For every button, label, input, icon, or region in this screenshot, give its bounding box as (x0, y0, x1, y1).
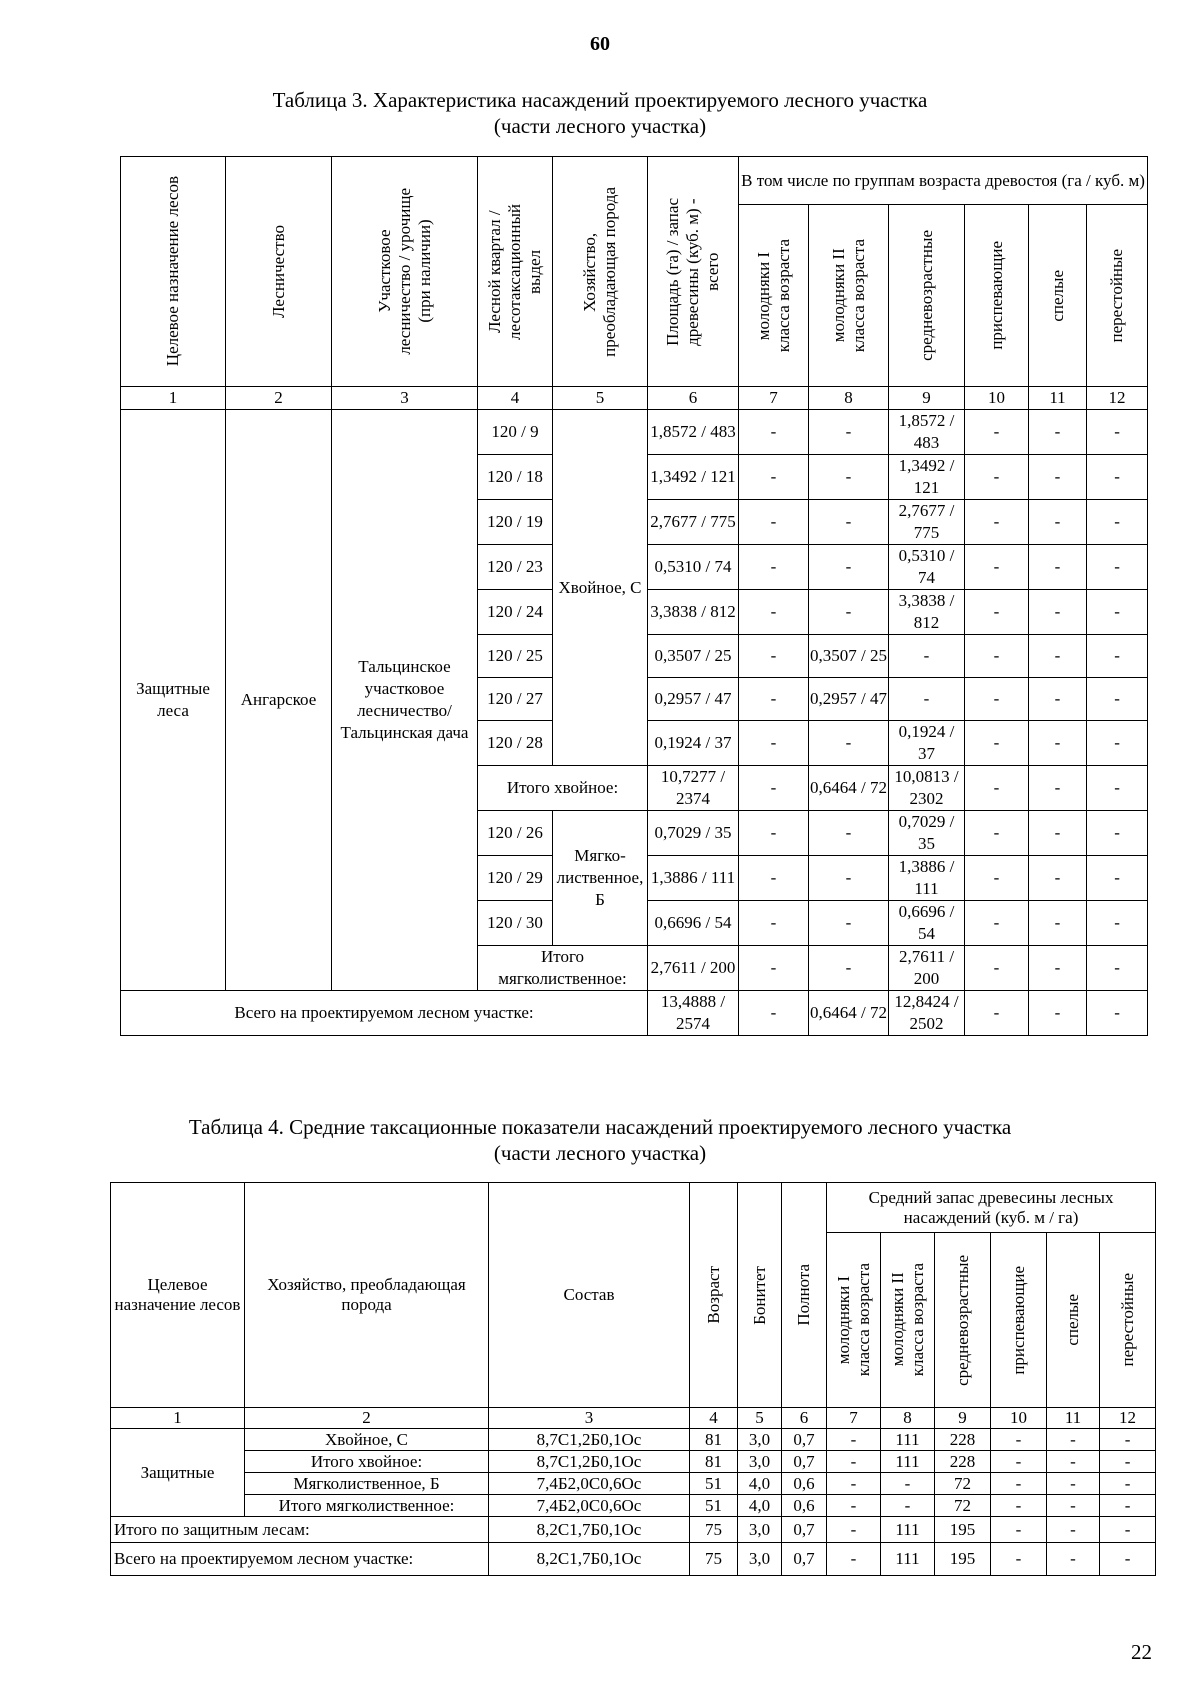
t3-mature-cell: - (1029, 590, 1087, 635)
t3-premature-cell: - (965, 590, 1029, 635)
t3-area-cell: 2,7611 / 200 (648, 946, 739, 991)
t3-area-cell: 0,7029 / 35 (648, 811, 739, 856)
t4-col-numbers (111, 1408, 1156, 1429)
t3-col-number: 11 (1029, 387, 1087, 410)
table4-caption (0, 1114, 1200, 1166)
t3-premature-cell: - (965, 856, 1029, 901)
t3-young1-cell: - (739, 500, 809, 545)
t4-young1-cell: - (827, 1495, 881, 1517)
t3-young1-cell: - (739, 410, 809, 455)
t3-overmature-cell: - (1087, 635, 1148, 678)
t3-col-numbers (121, 387, 1148, 410)
t4-young1-cell: - (827, 1517, 881, 1543)
t3-col-number: 1 (121, 387, 226, 410)
t3-quarter-cell: 120 / 28 (478, 721, 553, 766)
t4-header-bonitet: Бонитет (738, 1183, 782, 1408)
t3-quarter-cell: 120 / 27 (478, 678, 553, 721)
t4-mature-cell: - (1047, 1429, 1100, 1451)
t4-age-cell: 81 (690, 1451, 738, 1473)
t4-young2-cell: 111 (881, 1543, 935, 1576)
t3-header-farm: Хозяйство, преобладающая порода (553, 157, 648, 387)
t4-overmature-cell: - (1100, 1473, 1156, 1495)
t3-middle-cell: 3,3838 / 812 (889, 590, 965, 635)
t3-middle-cell: 12,8424 / 2502 (889, 991, 965, 1036)
t3-forestry-cell: Ангарское (226, 410, 332, 991)
t4-fullness-cell: 0,6 (782, 1495, 827, 1517)
t4-sostav-cell: 8,2С1,7Б0,1Ос (489, 1517, 690, 1543)
t4-fullness-cell: 0,7 (782, 1451, 827, 1473)
t3-quarter-cell: 120 / 19 (478, 500, 553, 545)
t4-bonitet-cell: 3,0 (738, 1429, 782, 1451)
t3-middle-cell: 0,7029 / 35 (889, 811, 965, 856)
t3-mature-cell: - (1029, 811, 1087, 856)
t4-fullness-cell: 0,7 (782, 1543, 827, 1576)
t3-young2-cell: 0,6464 / 72 (809, 991, 889, 1036)
t4-overmature-cell: - (1100, 1429, 1156, 1451)
t4-overmature-cell: - (1100, 1543, 1156, 1576)
t3-young2-cell: 0,3507 / 25 (809, 635, 889, 678)
t3-area-cell: 3,3838 / 812 (648, 590, 739, 635)
t4-col-number: 10 (991, 1408, 1047, 1429)
t3-young2-cell: - (809, 455, 889, 500)
t3-area-cell: 0,6696 / 54 (648, 901, 739, 946)
t4-sostav-cell: 8,7С1,2Б0,1Ос (489, 1429, 690, 1451)
t3-premature-cell: - (965, 410, 1029, 455)
t3-young2-cell: 0,2957 / 47 (809, 678, 889, 721)
t4-young1-cell: - (827, 1543, 881, 1576)
t4-header-premature: приспевающие (991, 1233, 1047, 1408)
t3-col-number: 4 (478, 387, 553, 410)
t4-col-number: 2 (245, 1408, 489, 1429)
t3-col-number: 5 (553, 387, 648, 410)
t3-young2-cell: - (809, 901, 889, 946)
t3-quarter-cell: 120 / 30 (478, 901, 553, 946)
t4-protective-total-label: Итого по защитным лесам: (111, 1517, 489, 1543)
t4-header-sostav: Состав (489, 1183, 690, 1408)
t3-young1-cell: - (739, 856, 809, 901)
t3-young2-cell: - (809, 590, 889, 635)
t3-mature-cell: - (1029, 766, 1087, 811)
t3-soft-total-label: Итого мягколиственное: (478, 946, 648, 991)
t4-header-young2: молодняки II класса возраста (881, 1233, 935, 1408)
t3-header-middle: средневозрастные (889, 205, 965, 387)
t3-young2-cell: - (809, 500, 889, 545)
t3-col-number: 6 (648, 387, 739, 410)
t4-col-number: 3 (489, 1408, 690, 1429)
t4-bonitet-cell: 3,0 (738, 1451, 782, 1473)
t3-middle-cell: 2,7677 / 775 (889, 500, 965, 545)
t3-header-young2: молодняки II класса возраста (809, 205, 889, 387)
t3-header-mature: спелые (1029, 205, 1087, 387)
t3-overmature-cell: - (1087, 410, 1148, 455)
t4-col-number: 1 (111, 1408, 245, 1429)
t3-col-number: 10 (965, 387, 1029, 410)
t4-farm-cell: Итого мягколиственное: (245, 1495, 489, 1517)
t3-header-purpose: Целевое назначение лесов (121, 157, 226, 387)
t3-col-number: 7 (739, 387, 809, 410)
t3-area-cell: 1,8572 / 483 (648, 410, 739, 455)
t4-header-fullness: Полнота (782, 1183, 827, 1408)
t4-young2-cell: 111 (881, 1517, 935, 1543)
t4-premature-cell: - (991, 1429, 1047, 1451)
t3-soft-farm-cell: Мягко-лиственное, Б (553, 811, 648, 946)
t4-col-number: 8 (881, 1408, 935, 1429)
t3-header-group: В том числе по группам возраста древостоя (га / куб. м) (739, 157, 1148, 205)
t3-young1-cell: - (739, 590, 809, 635)
t4-col-number: 5 (738, 1408, 782, 1429)
t4-bonitet-cell: 3,0 (738, 1543, 782, 1576)
t3-col-number: 3 (332, 387, 478, 410)
t3-overmature-cell: - (1087, 766, 1148, 811)
t4-overmature-cell: - (1100, 1517, 1156, 1543)
t3-mature-cell: - (1029, 856, 1087, 901)
t3-premature-cell: - (965, 946, 1029, 991)
table3-caption-line2: (части лесного участка) (493, 114, 707, 138)
t3-quarter-cell: 120 / 25 (478, 635, 553, 678)
t3-young2-cell: - (809, 545, 889, 590)
t4-grand-total-label: Всего на проектируемом лесном участке: (111, 1543, 489, 1576)
t4-header-purpose: Целевое назначение лесов (111, 1183, 245, 1408)
t3-header-quarter: Лесной квартал / лесотаксационный выдел (478, 157, 553, 387)
t4-col-number: 7 (827, 1408, 881, 1429)
t3-overmature-cell: - (1087, 500, 1148, 545)
t4-premature-cell: - (991, 1517, 1047, 1543)
t3-area-cell: 0,3507 / 25 (648, 635, 739, 678)
t3-young1-cell: - (739, 766, 809, 811)
t3-young2-cell: - (809, 721, 889, 766)
table3 (120, 156, 1148, 1036)
t4-row (111, 1473, 1156, 1495)
t4-row (111, 1495, 1156, 1517)
t4-overmature-cell: - (1100, 1495, 1156, 1517)
t4-middle-cell: 228 (935, 1451, 991, 1473)
t4-middle-cell: 195 (935, 1543, 991, 1576)
t4-bonitet-cell: 3,0 (738, 1517, 782, 1543)
t4-farm-cell: Итого хвойное: (245, 1451, 489, 1473)
t4-sostav-cell: 8,2С1,7Б0,1Ос (489, 1543, 690, 1576)
t3-middle-cell: 0,6696 / 54 (889, 901, 965, 946)
table4 (110, 1182, 1156, 1576)
t3-overmature-cell: - (1087, 946, 1148, 991)
t4-fullness-cell: 0,6 (782, 1473, 827, 1495)
t3-header-young1: молодняки I класса возраста (739, 205, 809, 387)
t3-area-cell: 10,7277 / 2374 (648, 766, 739, 811)
t4-middle-cell: 72 (935, 1473, 991, 1495)
table4-caption-line1: Таблица 4. Средние таксационные показатели насаждений проектируемого лесного участка (188, 1115, 1012, 1139)
t4-col-number: 12 (1100, 1408, 1156, 1429)
t3-overmature-cell: - (1087, 590, 1148, 635)
t4-young2-cell: - (881, 1473, 935, 1495)
t4-mature-cell: - (1047, 1543, 1100, 1576)
t3-area-cell: 2,7677 / 775 (648, 500, 739, 545)
t3-quarter-cell: 120 / 23 (478, 545, 553, 590)
t4-bonitet-cell: 4,0 (738, 1473, 782, 1495)
t3-middle-cell: 0,5310 / 74 (889, 545, 965, 590)
t3-area-cell: 0,2957 / 47 (648, 678, 739, 721)
page-bottom-number: 22 (1131, 1640, 1152, 1664)
t3-young1-cell: - (739, 678, 809, 721)
t3-quarter-cell: 120 / 9 (478, 410, 553, 455)
t3-premature-cell: - (965, 500, 1029, 545)
t4-row (111, 1451, 1156, 1473)
t3-quarter-cell: 120 / 29 (478, 856, 553, 901)
t4-sostav-cell: 8,7С1,2Б0,1Ос (489, 1451, 690, 1473)
t3-middle-cell: 1,8572 / 483 (889, 410, 965, 455)
t3-overmature-cell: - (1087, 721, 1148, 766)
t3-district-cell: Тальцинское участковое лесничество/ Тальцинская дача (332, 410, 478, 991)
t3-middle-cell: - (889, 635, 965, 678)
t3-overmature-cell: - (1087, 811, 1148, 856)
t3-young1-cell: - (739, 991, 809, 1036)
t3-young2-cell: 0,6464 / 72 (809, 766, 889, 811)
t3-col-number: 8 (809, 387, 889, 410)
t3-conifer-row (121, 410, 1148, 455)
t3-mature-cell: - (1029, 991, 1087, 1036)
t3-mature-cell: - (1029, 500, 1087, 545)
t4-fullness-cell: 0,7 (782, 1429, 827, 1451)
t3-young2-cell: - (809, 811, 889, 856)
t4-mature-cell: - (1047, 1517, 1100, 1543)
t3-young1-cell: - (739, 721, 809, 766)
t4-header-group: Средний запас древесины лесных насаждений (куб. м / га) (827, 1183, 1156, 1233)
t3-header-area: Площадь (га) / запас древесины (куб. м) - всего (648, 157, 739, 387)
t3-mature-cell: - (1029, 635, 1087, 678)
t3-premature-cell: - (965, 678, 1029, 721)
t4-young1-cell: - (827, 1451, 881, 1473)
t4-farm-cell: Хвойное, С (245, 1429, 489, 1451)
t3-mature-cell: - (1029, 901, 1087, 946)
t4-age-cell: 51 (690, 1473, 738, 1495)
t3-premature-cell: - (965, 545, 1029, 590)
t3-area-cell: 13,4888 / 2574 (648, 991, 739, 1036)
t3-conifer-farm-cell: Хвойное, С (553, 410, 648, 766)
t3-area-cell: 1,3886 / 111 (648, 856, 739, 901)
t3-young2-cell: - (809, 946, 889, 991)
t4-col-number: 4 (690, 1408, 738, 1429)
t4-mature-cell: - (1047, 1451, 1100, 1473)
t4-young2-cell: - (881, 1495, 935, 1517)
t3-overmature-cell: - (1087, 991, 1148, 1036)
t4-bonitet-cell: 4,0 (738, 1495, 782, 1517)
table3-caption-line1: Таблица 3. Характеристика насаждений проектируемого лесного участка (272, 88, 928, 112)
t4-col-number: 6 (782, 1408, 827, 1429)
t3-premature-cell: - (965, 991, 1029, 1036)
t4-middle-cell: 195 (935, 1517, 991, 1543)
t4-overmature-cell: - (1100, 1451, 1156, 1473)
t3-mature-cell: - (1029, 410, 1087, 455)
t4-col-number: 11 (1047, 1408, 1100, 1429)
t4-grand-total-row (111, 1543, 1156, 1576)
t3-premature-cell: - (965, 455, 1029, 500)
t3-young1-cell: - (739, 946, 809, 991)
t4-age-cell: 75 (690, 1517, 738, 1543)
t3-mature-cell: - (1029, 678, 1087, 721)
t4-sostav-cell: 7,4Б2,0С0,6Ос (489, 1473, 690, 1495)
t3-middle-cell: 2,7611 / 200 (889, 946, 965, 991)
t3-young2-cell: - (809, 410, 889, 455)
t3-mature-cell: - (1029, 946, 1087, 991)
t3-grand-total-row (121, 991, 1148, 1036)
t4-protective-total-row (111, 1517, 1156, 1543)
t4-col-number: 9 (935, 1408, 991, 1429)
t3-mature-cell: - (1029, 721, 1087, 766)
t3-middle-cell: 10,0813 / 2302 (889, 766, 965, 811)
t4-header-middle: средневозрастные (935, 1233, 991, 1408)
t3-young1-cell: - (739, 545, 809, 590)
t4-young1-cell: - (827, 1429, 881, 1451)
t3-middle-cell: 0,1924 / 37 (889, 721, 965, 766)
t4-purpose-cell: Защитные (111, 1429, 245, 1517)
t3-premature-cell: - (965, 766, 1029, 811)
t4-age-cell: 51 (690, 1495, 738, 1517)
t3-quarter-cell: 120 / 18 (478, 455, 553, 500)
t3-col-number: 12 (1087, 387, 1148, 410)
t4-young2-cell: 111 (881, 1429, 935, 1451)
t3-young1-cell: - (739, 811, 809, 856)
t3-conifer-total-label: Итого хвойное: (478, 766, 648, 811)
t4-mature-cell: - (1047, 1473, 1100, 1495)
t3-young1-cell: - (739, 901, 809, 946)
t3-purpose-cell: Защитные леса (121, 410, 226, 991)
t4-row (111, 1429, 1156, 1451)
t3-col-number: 2 (226, 387, 332, 410)
t3-middle-cell: 1,3886 / 111 (889, 856, 965, 901)
t4-header-overmature: перестойные (1100, 1233, 1156, 1408)
t3-premature-cell: - (965, 721, 1029, 766)
table3-caption (0, 87, 1200, 139)
page-top-number: 60 (590, 33, 610, 55)
t3-overmature-cell: - (1087, 545, 1148, 590)
table4-caption-line2: (части лесного участка) (493, 1141, 707, 1165)
t3-overmature-cell: - (1087, 455, 1148, 500)
t4-young2-cell: 111 (881, 1451, 935, 1473)
t3-area-cell: 0,1924 / 37 (648, 721, 739, 766)
t4-mature-cell: - (1047, 1495, 1100, 1517)
t3-premature-cell: - (965, 811, 1029, 856)
t3-premature-cell: - (965, 635, 1029, 678)
t3-mature-cell: - (1029, 455, 1087, 500)
t4-premature-cell: - (991, 1543, 1047, 1576)
t3-header-forestry: Лесничество (226, 157, 332, 387)
t4-fullness-cell: 0,7 (782, 1517, 827, 1543)
t3-grand-total-label: Всего на проектируемом лесном участке: (121, 991, 648, 1036)
t4-middle-cell: 72 (935, 1495, 991, 1517)
t4-header-mature: спелые (1047, 1233, 1100, 1408)
t3-header-district: Участковое лесничество / урочище (при наличии) (332, 157, 478, 387)
t3-header-overmature: перестойные (1087, 205, 1148, 387)
t3-quarter-cell: 120 / 24 (478, 590, 553, 635)
t3-area-cell: 0,5310 / 74 (648, 545, 739, 590)
t3-young1-cell: - (739, 635, 809, 678)
t3-overmature-cell: - (1087, 856, 1148, 901)
t4-sostav-cell: 7,4Б2,0С0,6Ос (489, 1495, 690, 1517)
t4-header-farm: Хозяйство, преобладающая порода (245, 1183, 489, 1408)
t3-mature-cell: - (1029, 545, 1087, 590)
t4-young1-cell: - (827, 1473, 881, 1495)
t4-premature-cell: - (991, 1473, 1047, 1495)
t4-age-cell: 81 (690, 1429, 738, 1451)
t3-premature-cell: - (965, 901, 1029, 946)
t3-middle-cell: 1,3492 / 121 (889, 455, 965, 500)
t3-overmature-cell: - (1087, 901, 1148, 946)
t4-premature-cell: - (991, 1451, 1047, 1473)
t4-farm-cell: Мягколиственное, Б (245, 1473, 489, 1495)
t4-header-age: Возраст (690, 1183, 738, 1408)
t3-header-premature: приспевающие (965, 205, 1029, 387)
t4-age-cell: 75 (690, 1543, 738, 1576)
t3-quarter-cell: 120 / 26 (478, 811, 553, 856)
t4-middle-cell: 228 (935, 1429, 991, 1451)
t3-overmature-cell: - (1087, 678, 1148, 721)
t3-young2-cell: - (809, 856, 889, 901)
t3-area-cell: 1,3492 / 121 (648, 455, 739, 500)
t4-premature-cell: - (991, 1495, 1047, 1517)
t3-col-number: 9 (889, 387, 965, 410)
t4-header-young1: молодняки I класса возраста (827, 1233, 881, 1408)
t3-middle-cell: - (889, 678, 965, 721)
t3-young1-cell: - (739, 455, 809, 500)
